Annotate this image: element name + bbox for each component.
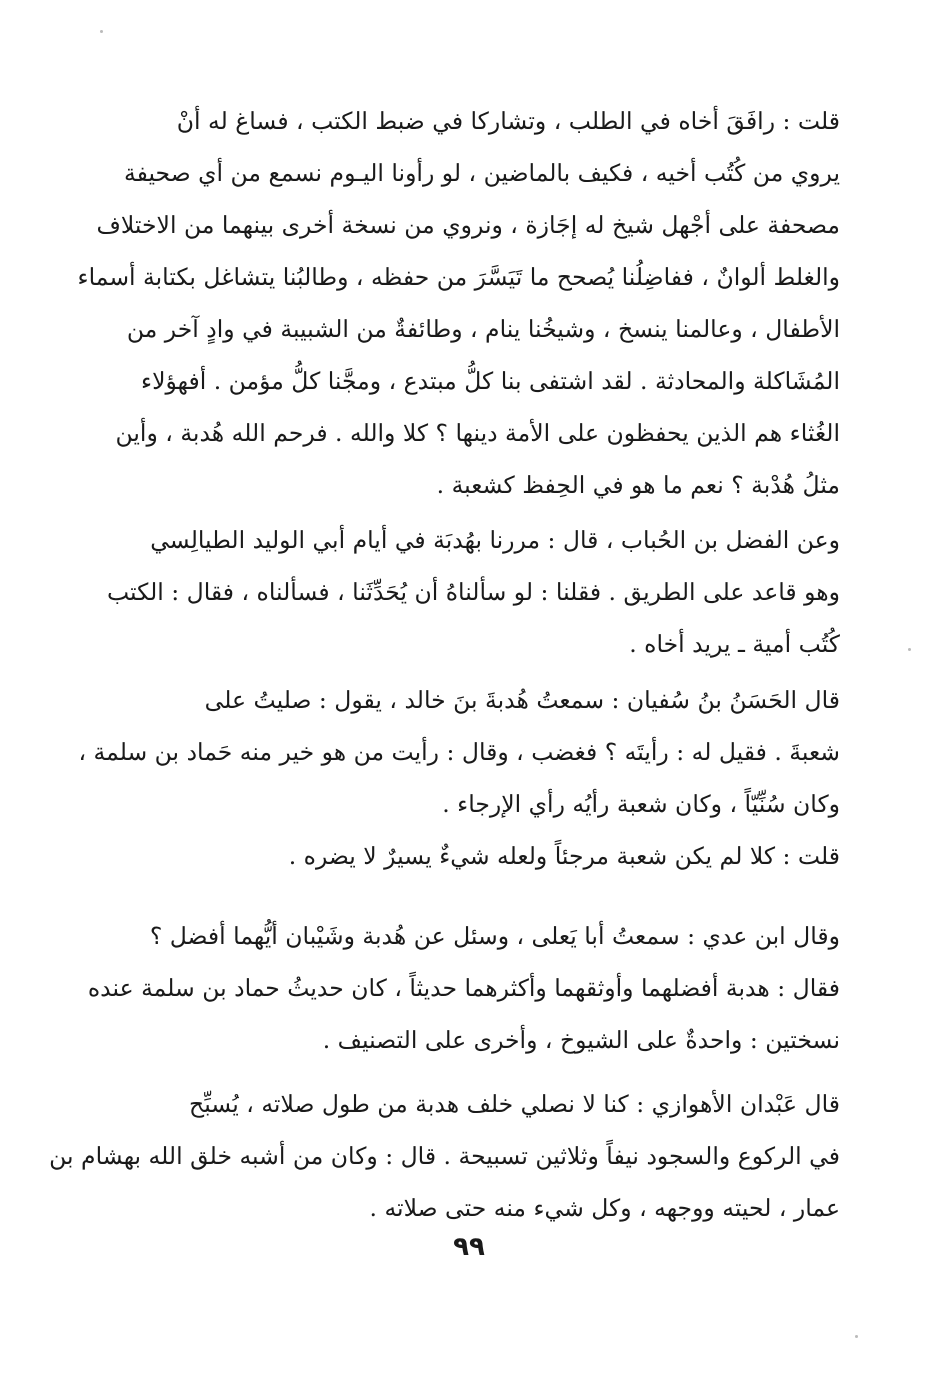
text-line: قال الحَسَنُ بنُ سُفيان : سمعتُ هُدبةَ بنَ خالد ، يقول : صليتُ على xyxy=(204,686,840,714)
scan-speck xyxy=(855,1335,858,1338)
text-line: الأطفال ، وعالمنا ينسخ ، وشيخُنا ينام ، وطائفةٌ من الشبيبة في وادٍ آخر من xyxy=(126,315,840,343)
text-line: عمار ، لحيته ووجهه ، وكل شيء منه حتى صلاته . xyxy=(369,1194,840,1222)
text-line: قلت : رافَقَ أخاه في الطلب ، وتشاركا في ضبط الكتب ، فساغ له أنْ xyxy=(176,107,840,135)
text-line: والغلط ألوانٌ ، ففاضِلُنا يُصحح ما تَيَسَّرَ من حفظه ، وطالبُنا يتشاغل بكتابة أسماء xyxy=(77,263,840,291)
paragraph-author-comment xyxy=(160,830,840,882)
paragraph-ibn-adi xyxy=(87,910,840,1066)
text-line: مصحفة على أجْهل شيخ له إجَازة ، ونروي من نسخة أخرى بينهما من الاختلاف xyxy=(96,211,840,239)
text-line: نسختين : واحدةٌ على الشيوخ ، وأخرى على التصنيف . xyxy=(322,1026,840,1054)
text-line: وعن الفضل بن الحُباب ، قال : مررنا بهُدبَة في أيام أبي الوليد الطيالِسي xyxy=(150,526,840,554)
text-line: يروي من كُتُب أخيه ، فكيف بالماضين ، لو رأونا اليـوم نسمع من أي صحيفة xyxy=(123,159,840,187)
text-line: وهو قاعد على الطريق . فقلنا : لو سألناهُ أن يُحَدِّثَنا ، فسألناه ، فقال : الكتب xyxy=(106,578,840,606)
text-line: وقال ابن عدي : سمعتُ أبا يَعلى ، وسئل عن هُدبة وشَيْبان أيُّهما أفضل ؟ xyxy=(149,922,840,950)
paragraph-abdan-ahwazi xyxy=(49,1078,840,1234)
paragraph-hudba-comparison xyxy=(77,95,840,511)
text-line: قلت : كلا لم يكن شعبة مرجئاً ولعله شيءٌ يسيرٌ لا يضره . xyxy=(288,842,840,870)
text-line: مثلُ هُدْبة ؟ نعم ما هو في الحِفظ كشعبة . xyxy=(436,471,840,499)
text-line: وكان سُنِّيّاً ، وكان شعبة رأيُه رأي الإرجاء . xyxy=(442,790,840,818)
text-line: فقال : هدبة أفضلهما وأوثقهما وأكثرهما حديثاً ، كان حديثُ حماد بن سلمة عنده xyxy=(87,974,840,1002)
text-line: المُشَاكلة والمحادثة . لقد اشتفى بنا كلُّ مبتدع ، ومجَّنا كلُّ مؤمن . أفهؤلاء xyxy=(141,367,840,395)
scan-speck xyxy=(100,30,103,33)
text-line: في الركوع والسجود نيفاً وثلاثين تسبيحة . قال : وكان من أشبه خلق الله بهشام بن xyxy=(49,1142,840,1170)
paragraph-hasan-ibn-sufyan xyxy=(78,674,840,830)
scan-speck xyxy=(908,648,911,651)
paragraph-fadl-ibn-hubab xyxy=(106,514,840,670)
text-line: كُتُب أمية ـ يريد أخاه . xyxy=(629,630,840,658)
page-number: ٩٩ xyxy=(453,1232,485,1262)
text-line: شعبةَ . فقيل له : رأيتَه ؟ فغضب ، وقال : رأيت من هو خير منه حَماد بن سلمة ، xyxy=(78,738,840,766)
text-line: قال عَبْدان الأهوازي : كنا لا نصلي خلف هدبة من طول صلاته ، يُسبِّح xyxy=(189,1090,840,1118)
text-line: الغُثاء هم الذين يحفظون على الأمة دينها ؟ كلا والله . فرحم الله هُدبة ، وأين xyxy=(115,419,840,447)
